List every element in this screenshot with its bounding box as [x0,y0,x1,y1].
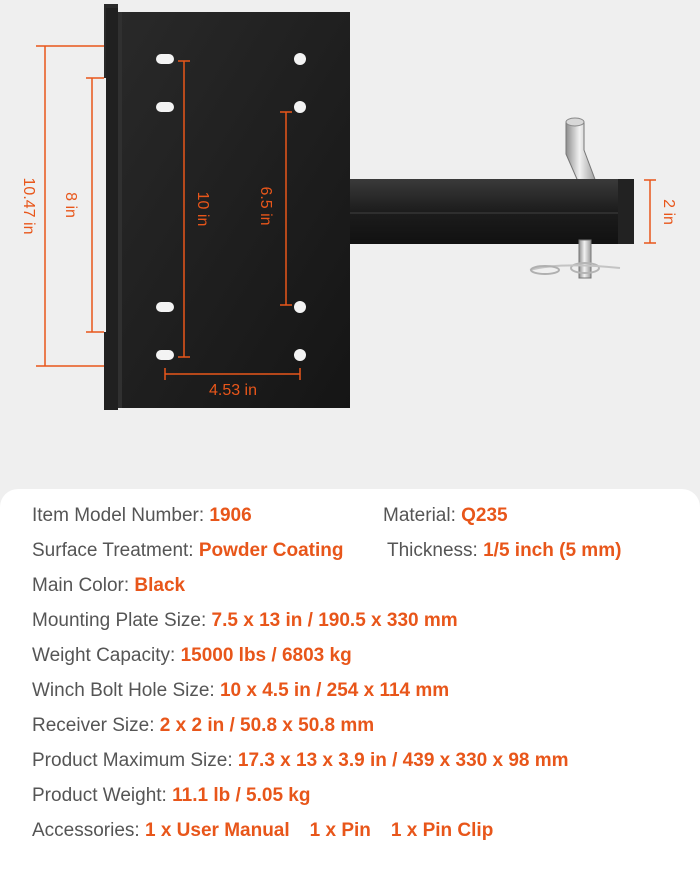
dim-inner-spacing-label: 6.5 in [257,186,274,226]
spec-product-weight [32,783,310,809]
spec-value: Powder Coating [198,540,344,561]
hitch-pin [566,118,596,186]
dim-plate-height-label: 8 in [62,192,79,218]
spec-label: Item Model Number: [32,505,210,526]
spec-main-color [32,573,185,599]
spec-value: 7.5 x 13 in / 190.5 x 330 mm [211,610,458,631]
spec-value: 10 x 4.5 in / 254 x 114 mm [219,680,450,701]
dim-overall-height-label: 10.47 in [20,177,37,235]
pin-clip [530,240,620,278]
dim-receiver-size [644,180,656,243]
spec-value: 1/5 inch (5 mm) [483,540,622,561]
spec-material [383,503,508,529]
spec-value: 2 x 2 in / 50.8 x 50.8 mm [159,715,375,736]
spec-panel [0,489,700,883]
spec-value: Black [134,575,186,596]
spec-value: 15000 lbs / 6803 kg [180,645,352,666]
spec-label: Weight Capacity: [32,645,181,666]
accessory-item: 1 x Pin [309,820,371,841]
spec-mounting-plate-size [32,608,458,634]
receiver-tube [338,179,634,244]
spec-receiver-size [32,713,374,739]
spec-label: Mounting Plate Size: [32,610,212,631]
spec-product-maximum-size [32,748,569,774]
spec-label: Material: [383,505,462,526]
accessory-item: 1 x User Manual [144,820,290,841]
spec-label: Product Maximum Size: [32,750,238,771]
spec-label: Receiver Size: [32,715,160,736]
dim-receiver-size-label: 2 in [660,199,677,225]
spec-winch-bolt-hole-size [32,678,449,704]
dim-plate-height [86,78,104,332]
spec-model-number [32,503,252,529]
spec-weight-capacity [32,643,352,669]
spec-surface-treatment [32,538,343,564]
spec-value: 11.1 lb / 5.05 kg [172,785,311,806]
accessory-item: 1 x Pin Clip [390,820,494,841]
spec-label: Winch Bolt Hole Size: [32,680,220,701]
spec-value: 1906 [209,505,252,526]
spec-value: 17.3 x 13 x 3.9 in / 439 x 330 x 98 mm [237,750,569,771]
spec-label: Main Color: [32,575,135,596]
dim-bolt-horizontal-label: 4.53 in [208,382,258,399]
spec-label: Product Weight: [32,785,173,806]
dim-bolt-vertical-label: 10 in [194,191,211,227]
spec-label: Surface Treatment: [32,540,199,561]
spec-label: Thickness: [387,540,484,561]
spec-label: Accessories: [32,820,145,841]
spec-value: Q235 [461,505,508,526]
spec-accessories [32,818,493,844]
mounting-plate [104,4,350,410]
spec-thickness [387,538,621,564]
